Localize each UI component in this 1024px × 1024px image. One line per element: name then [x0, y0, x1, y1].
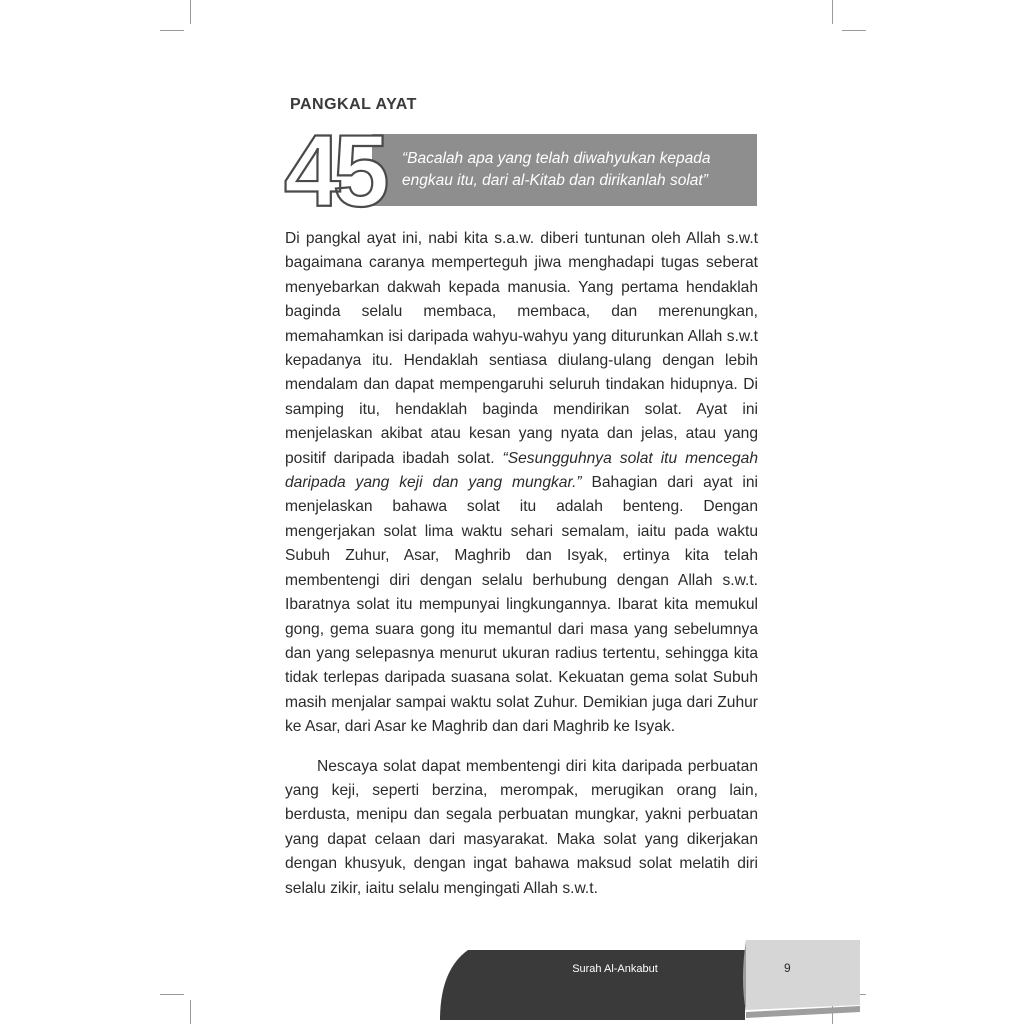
crop-mark [190, 0, 191, 24]
paragraph-1-text-b: Bahagian dari ayat ini menjelaskan bahawa solat itu adalah benteng. Dengan mengerjakan solat lima waktu sehari semalam, iaitu pada waktu Subuh Zuhur, Asar, Maghrib dan Isyak, ertinya kita telah membentengi diri dengan selalu berhubung dengan Allah s.w.t. Ibaratnya solat itu mempunyai lingkungannya. Ibarat kita memukul gong, gema suara gong itu memantul dari masa yang sebelumnya dan yang selepasnya menurut ukuran radius tertentu, sehingga kita tidak terlepas daripada suasana solat. Kekuatan gema solat Subuh masih menjalar sampai waktu solat Zuhur. Demikian juga dari Zuhur ke Asar, dari Asar ke Maghrib dan dari Maghrib ke Isyak. [285, 474, 759, 736]
footer-page-tab [746, 940, 860, 1010]
paragraph-1 [285, 227, 758, 740]
paragraph-2: Nescaya solat dapat membentengi diri kita daripada perbuatan yang keji, seperti berzina, merompak, merugikan orang lain, berdusta, menipu dan segala perbuatan mungkar, yakni perbuatan yang dapat celaan dari masyarakat. Maka solat yang dikerjakan dengan khusyuk, dengan ingat bahawa maksud solat melatih diri selalu zikir, iaitu selalu mengingati Allah s.w.t. [285, 757, 758, 897]
crop-mark [160, 30, 184, 31]
section-title: PANGKAL AYAT [290, 96, 417, 113]
inline-quote: “Sesungguhnya solat itu mencegah daripada yang keji dan yang mungkar.” [285, 449, 759, 492]
footer-band [440, 940, 860, 1020]
verse-quote [402, 148, 747, 192]
paragraph-1-text-a: Di pangkal ayat ini, nabi kita s.a.w. diberi tuntunan oleh Allah s.w.t bagaimana caranya memperteguh jiwa menghadapi tugas seberat menyebarkan dakwah kepada manusia. Yang pertama hendaklah baginda selalu membaca, membaca, dan merenungkan, memahamkan isi daripada wahyu-wahyu yang diturunkan Allah s.w.t kepadanya itu. Hendaklah sentiasa diulang-ulang dengan lebih mendalam dan dapat mempengaruhi seluruh tindakan hidupnya. Di samping itu, hendaklah baginda mendirikan solat. Ayat ini menjelaskan akibat atau kesan yang nyata dan jelas, atau yang positif daripada ibadah solat. [285, 230, 758, 467]
page-number: 9 [784, 961, 791, 975]
body-text [285, 227, 758, 901]
crop-mark [160, 994, 184, 995]
crop-mark [842, 30, 866, 31]
footer-dark-band [440, 950, 745, 1020]
verse-number [280, 116, 390, 226]
crop-mark [832, 0, 833, 24]
footer-title: Surah Al-Ankabut [572, 963, 658, 975]
verse-number-text: 45 [284, 116, 382, 226]
quote-line-2: engkau itu, dari al-Kitab dan dirikanlah solat” [402, 172, 708, 189]
crop-mark [190, 1000, 191, 1024]
quote-line-1: “Bacalah apa yang telah diwahyukan kepada [402, 150, 711, 167]
